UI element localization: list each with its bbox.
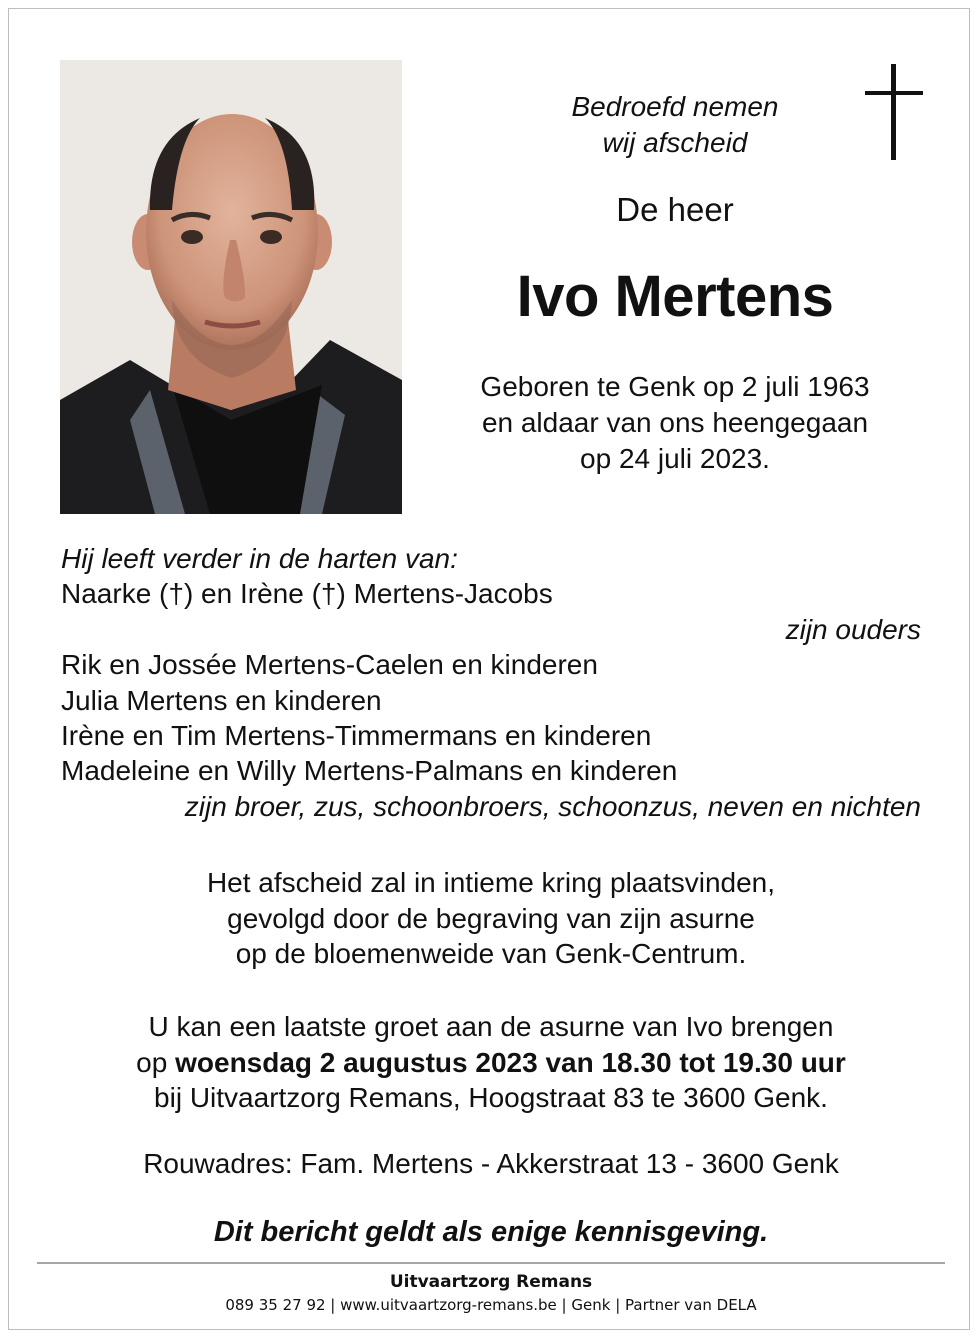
- intro-line-1: Bedroefd nemen: [571, 91, 779, 122]
- visit-line-3: bij Uitvaartzorg Remans, Hoogstraat 83 te 3600 Genk.: [154, 1082, 828, 1113]
- deceased-name: Ivo Mertens: [516, 264, 834, 329]
- obituary-card: [8, 8, 970, 1330]
- visit-line-1: U kan een laatste groet aan de asurne van Ivo brengen: [148, 1011, 834, 1042]
- siblings-role: zijn broer, zus, schoonbroers, schoonzus, neven en nichten: [184, 790, 921, 822]
- footer-title: Uitvaartzorg Remans: [389, 1272, 593, 1292]
- sibling-line: Rik en Jossée Mertens-Caelen en kinderen: [61, 649, 598, 681]
- portrait-illustration: [60, 60, 402, 514]
- ceremony-line-2: gevolgd door de begraving van zijn asurne: [227, 902, 755, 934]
- family-list: [61, 541, 921, 824]
- portrait-photo: [60, 60, 402, 514]
- visit-datetime: woensdag 2 augustus 2023 van 18.30 tot 19.30 uur: [175, 1046, 846, 1078]
- sibling-line: Irène en Tim Mertens-Timmermans en kinderen: [61, 720, 652, 752]
- birth-info: [417, 369, 933, 477]
- ceremony-line-3: op de bloemenweide van Genk-Centrum.: [235, 938, 747, 969]
- salutation: De heer: [616, 191, 734, 228]
- birth-line-1: Geboren te Genk op 2 juli 1963: [480, 371, 870, 402]
- intro-line-2: wij afscheid: [602, 127, 748, 158]
- visit-line-2: [39, 1045, 943, 1081]
- intro-text: [417, 89, 933, 161]
- notice-line: Dit bericht geldt als enige kennisgeving.: [213, 1216, 769, 1248]
- visit-text: [39, 1009, 943, 1116]
- rouwadres: [39, 1146, 943, 1182]
- parents-line: Naarke (†) en Irène (†) Mertens-Jacobs: [61, 578, 553, 610]
- footer-info: 089 35 27 92 | www.uitvaartzorg-remans.be | Genk | Partner van DELA: [225, 1296, 757, 1314]
- sibling-line: Madeleine en Willy Mertens-Palmans en kinderen: [61, 755, 678, 787]
- parents-role: zijn ouders: [785, 613, 921, 645]
- ceremony-line-1: Het afscheid zal in intieme kring plaatsvinden,: [206, 867, 776, 898]
- ceremony-text: [39, 865, 943, 972]
- family-heading: Hij leeft verder in de harten van:: [61, 543, 458, 574]
- footer-divider: [37, 1262, 945, 1264]
- rouwadres-line: Rouwadres: Fam. Mertens - Akkerstraat 13 - 3600 Genk: [143, 1148, 839, 1179]
- birth-line-3: op 24 juli 2023.: [580, 443, 770, 474]
- birth-line-2: en aldaar van ons heengegaan: [481, 407, 869, 438]
- visit-line-2-prefix: op: [136, 1046, 176, 1078]
- sibling-line: Julia Mertens en kinderen: [61, 684, 382, 716]
- notice-text: [39, 1215, 943, 1251]
